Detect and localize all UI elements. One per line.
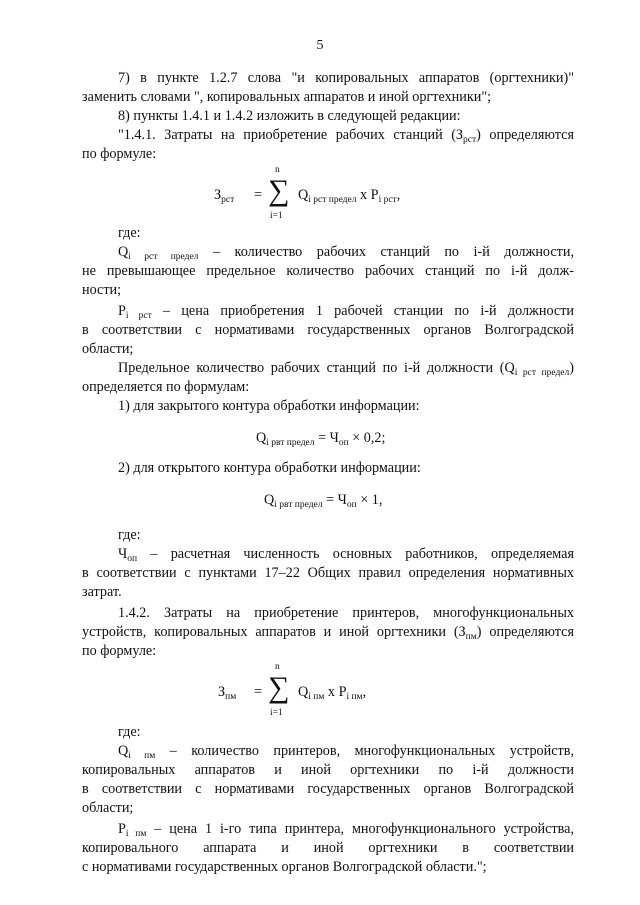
where-label-1: где: (118, 225, 141, 241)
def-p-pm-line-2: копировального аппарата и иной оргтехники в соответствии (82, 840, 574, 856)
def-q-pm-line-1: $Q_{i пм}$ – количество принтеров, многофункциональных устройств, (118, 743, 574, 761)
where-label-3: где: (118, 724, 141, 740)
formula-4-lower-limit: i=1 (270, 708, 283, 718)
formula-1-eq: = (254, 187, 263, 203)
formula-1-lower-limit: i=1 (270, 211, 283, 221)
formula-4-upper-limit: n (275, 662, 280, 672)
def-q-rst-line-1: $Q_{i рст предел}$ – количество рабочих станций по i-й должности, (118, 244, 574, 262)
open-contour-label: 2) для открытого контура обработки информации: (118, 460, 421, 476)
def-q-rst-line-3: ности; (82, 282, 122, 298)
def-p-pm-line-1: $P_{i пм}$ – цена 1 i-го типа принтера, многофункционального устройства, (118, 821, 574, 839)
def-q-rst-line-2: не превышающее предельное количество рабочих станций по i-й долж- (82, 263, 574, 279)
def-ch-op-line-3: затрат. (82, 584, 122, 600)
def-p-rst-line-2: в соответствии с нормативами государственных органов Волгоградской (82, 322, 574, 338)
limit-line-1: Предельное количество рабочих станций по i-й должности $(Q_{i рст предел})$ (118, 360, 574, 378)
def-p-rst-line-3: области; (82, 341, 134, 357)
formula-4-eq: = (254, 684, 263, 700)
def-p-pm-line-3: с нормативами государственных органов Волгоградской области."; (82, 859, 487, 875)
formula-1-lhs: $З_{рст}$ (214, 187, 235, 205)
by-formula-label-2: по формуле: (82, 643, 157, 659)
def-q-pm-line-2: копировальных аппаратов и иной оргтехники по i-й должности (82, 762, 574, 778)
item-7-line-2: заменить словами ", копировальных аппаратов и иной оргтехники"; (82, 89, 492, 105)
formula-4-lhs: $З_{пм}$ (218, 684, 237, 702)
def-ch-op-line-1: $Ч_{оп}$ – расчетная численность основных работников, определяемая (118, 546, 574, 564)
item-8: 8) пункты 1.4.1 и 1.4.2 изложить в следующей редакции: (118, 108, 461, 124)
section-1-4-2-line-2: устройств, копировальных аппаратов и иной оргтехники $(З_{пм})$ определяются (82, 624, 574, 642)
def-ch-op-line-2: в соответствии с пунктами 17–22 Общих правил определения нормативных (82, 565, 574, 581)
formula-open-contour: $Q_{i рвт предел} = Ч_{оп} \times 1$, (264, 492, 383, 510)
closed-contour-label: 1) для закрытого контура обработки информации: (118, 398, 420, 414)
item-7-line-1: 7) в пункте 1.2.7 слова "и копировальных аппаратов (оргтехники)" (118, 70, 574, 86)
page-number: 5 (316, 38, 324, 53)
formula-closed-contour: $Q_{i рвт предел} = Ч_{оп} \times 0,2$; (256, 430, 386, 448)
def-q-pm-line-3: в соответствии с нормативами государственных органов Волгоградской (82, 781, 574, 797)
where-label-2: где: (118, 527, 141, 543)
limit-line-2: определяется по формулам: (82, 379, 250, 395)
formula-1-upper-limit: n (275, 165, 280, 175)
def-p-rst-line-1: $P_{i рст}$ – цена приобретения 1 рабочей станции по i-й должности (118, 303, 574, 321)
formula-4-rhs: $Q_{i пм}$ x $P_{i пм}$, (298, 684, 367, 702)
section-1-4-1-line-1: "1.4.1. Затраты на приобретение рабочих станций $(З_{рст})$ определяются (118, 127, 574, 145)
formula-4-sigma: ∑ (268, 671, 290, 704)
section-1-4-2-line-1: 1.4.2. Затраты на приобретение принтеров, многофункциональных (118, 605, 574, 621)
formula-1-sigma: ∑ (268, 174, 290, 207)
by-formula-label: по формуле: (82, 146, 157, 162)
def-q-pm-line-4: области; (82, 800, 134, 816)
formula-1-rhs: $Q_{i рст предел}$ x $P_{i рст}$, (298, 187, 401, 205)
